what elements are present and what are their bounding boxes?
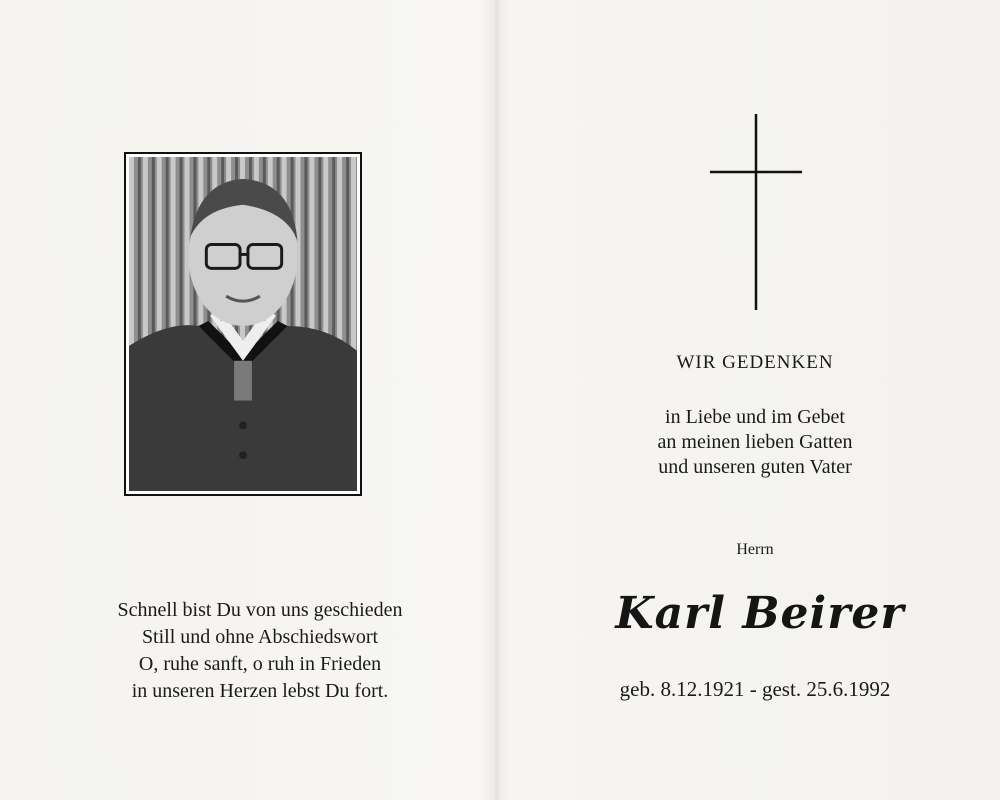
cross-icon xyxy=(708,112,804,312)
card-fold xyxy=(494,0,500,800)
poem-line: in unseren Herzen lebst Du fort. xyxy=(131,680,389,702)
memorial-line: in Liebe und im Gebet xyxy=(665,406,845,428)
poem-line: Still und ohne Abschiedswort xyxy=(141,626,379,648)
memorial-text xyxy=(600,405,910,480)
memorial-line: und unseren guten Vater xyxy=(658,456,852,478)
life-dates: geb. 8.12.1921 - gest. 25.6.1992 xyxy=(619,677,891,701)
deceased-name: Karl Beirer xyxy=(615,588,905,639)
portrait-photo xyxy=(124,152,362,496)
heading: WIR GEDENKEN xyxy=(676,352,834,373)
poem-line: O, ruhe sanft, o ruh in Frieden xyxy=(138,653,382,675)
memorial-line: an meinen lieben Gatten xyxy=(657,431,853,453)
poem-line: Schnell bist Du von uns geschieden xyxy=(117,599,403,621)
poem xyxy=(60,597,460,705)
honorific: Herrn xyxy=(736,541,774,558)
